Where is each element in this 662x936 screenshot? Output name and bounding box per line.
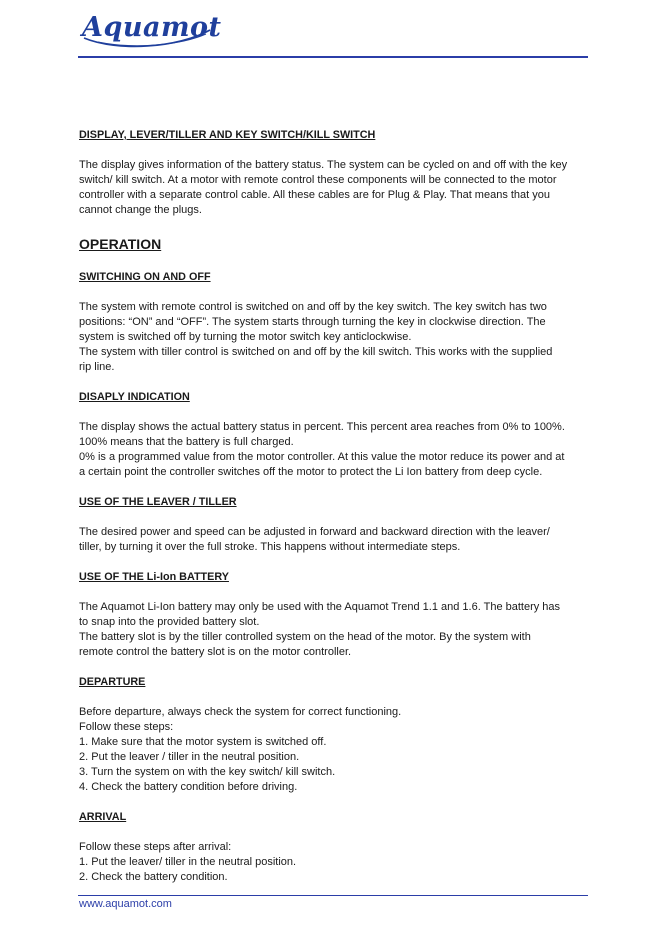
switching-paragraph bbox=[79, 300, 585, 375]
list-item: 2. Put the leaver / tiller in the neutral position. bbox=[79, 751, 300, 763]
text-line: rip line. bbox=[79, 361, 115, 373]
section-heading-leaver: USE OF THE LEAVER / TILLER bbox=[79, 496, 237, 508]
text-line: The system with remote control is switched on and off by the key switch. The key switch has two bbox=[79, 301, 547, 313]
text-line: The Aquamot Li-Ion battery may only be used with the Aquamot Trend 1.1 and 1.6. The battery has bbox=[79, 601, 561, 613]
list-item: 1. Make sure that the motor system is switched off. bbox=[79, 736, 327, 748]
text-line: Before departure, always check the system for correct functioning. bbox=[79, 706, 402, 718]
list-item: 1. Put the leaver/ tiller in the neutral position. bbox=[79, 856, 297, 868]
list-item: 2. Check the battery condition. bbox=[79, 871, 228, 883]
logo-text: Aquamot bbox=[82, 12, 222, 43]
header-divider bbox=[78, 56, 588, 58]
footer-website-link[interactable]: www.aquamot.com bbox=[79, 898, 172, 910]
text-line: remote control the battery slot is on the motor controller. bbox=[79, 646, 352, 658]
document-body bbox=[79, 128, 585, 885]
text-line: The display shows the actual battery status in percent. This percent area reaches from 0% to 100%. bbox=[79, 421, 565, 433]
text-line: to snap into the provided battery slot. bbox=[79, 616, 260, 628]
text-line: positions: “ON” and “OFF”. The system starts through turning the key in clockwise direction. The bbox=[79, 316, 546, 328]
section-heading-display-indication: DISAPLY INDICATION bbox=[79, 391, 190, 403]
section-heading-departure: DEPARTURE bbox=[79, 676, 146, 688]
aquamot-logo bbox=[78, 8, 222, 50]
departure-paragraph bbox=[79, 705, 585, 795]
text-line: The battery slot is by the tiller controlled system on the head of the motor. By the system with bbox=[79, 631, 531, 643]
text-line: The desired power and speed can be adjusted in forward and backward direction with the leaver/ bbox=[79, 526, 550, 538]
text-line: system is switched off by turning the motor switch key anticlockwise. bbox=[79, 331, 412, 343]
list-item: 4. Check the battery condition before driving. bbox=[79, 781, 298, 793]
leaver-paragraph bbox=[79, 525, 585, 555]
section-heading-switching: SWITCHING ON AND OFF bbox=[79, 271, 211, 283]
text-line: a certain point the controller switches off the motor to protect the Li Ion battery from deep cycle. bbox=[79, 466, 543, 478]
heading-operation: OPERATION bbox=[79, 236, 162, 252]
section-heading-battery: USE OF THE Li-Ion BATTERY bbox=[79, 571, 229, 583]
text-line: cannot change the plugs. bbox=[79, 204, 202, 216]
section-heading-arrival: ARRIVAL bbox=[79, 811, 127, 823]
text-line: tiller, by turning it over the full stroke. This happens without intermediate steps. bbox=[79, 541, 461, 553]
section-heading-display: DISPLAY, LEVER/TILLER AND KEY SWITCH/KILL SWITCH bbox=[79, 129, 376, 141]
text-line: controller with a separate control cable. All these cables are for Plug & Play. That means that you bbox=[79, 189, 551, 201]
indication-paragraph bbox=[79, 420, 585, 480]
intro-paragraph bbox=[79, 158, 585, 218]
text-line: Follow these steps after arrival: bbox=[79, 841, 232, 853]
list-item: 3. Turn the system on with the key switch/ kill switch. bbox=[79, 766, 336, 778]
text-line: 100% means that the battery is full charged. bbox=[79, 436, 294, 448]
footer-divider bbox=[78, 895, 588, 896]
text-line: switch/ kill switch. At a motor with remote control these components will be connected to the motor bbox=[79, 174, 557, 186]
text-line: The system with tiller control is switched on and off by the kill switch. This works with the supplied bbox=[79, 346, 553, 358]
text-line: The display gives information of the battery status. The system can be cycled on and off with the key bbox=[79, 159, 568, 171]
battery-paragraph bbox=[79, 600, 585, 660]
text-line: Follow these steps: bbox=[79, 721, 174, 733]
arrival-paragraph bbox=[79, 840, 585, 885]
text-line: 0% is a programmed value from the motor controller. At this value the motor reduce its power and at bbox=[79, 451, 565, 463]
